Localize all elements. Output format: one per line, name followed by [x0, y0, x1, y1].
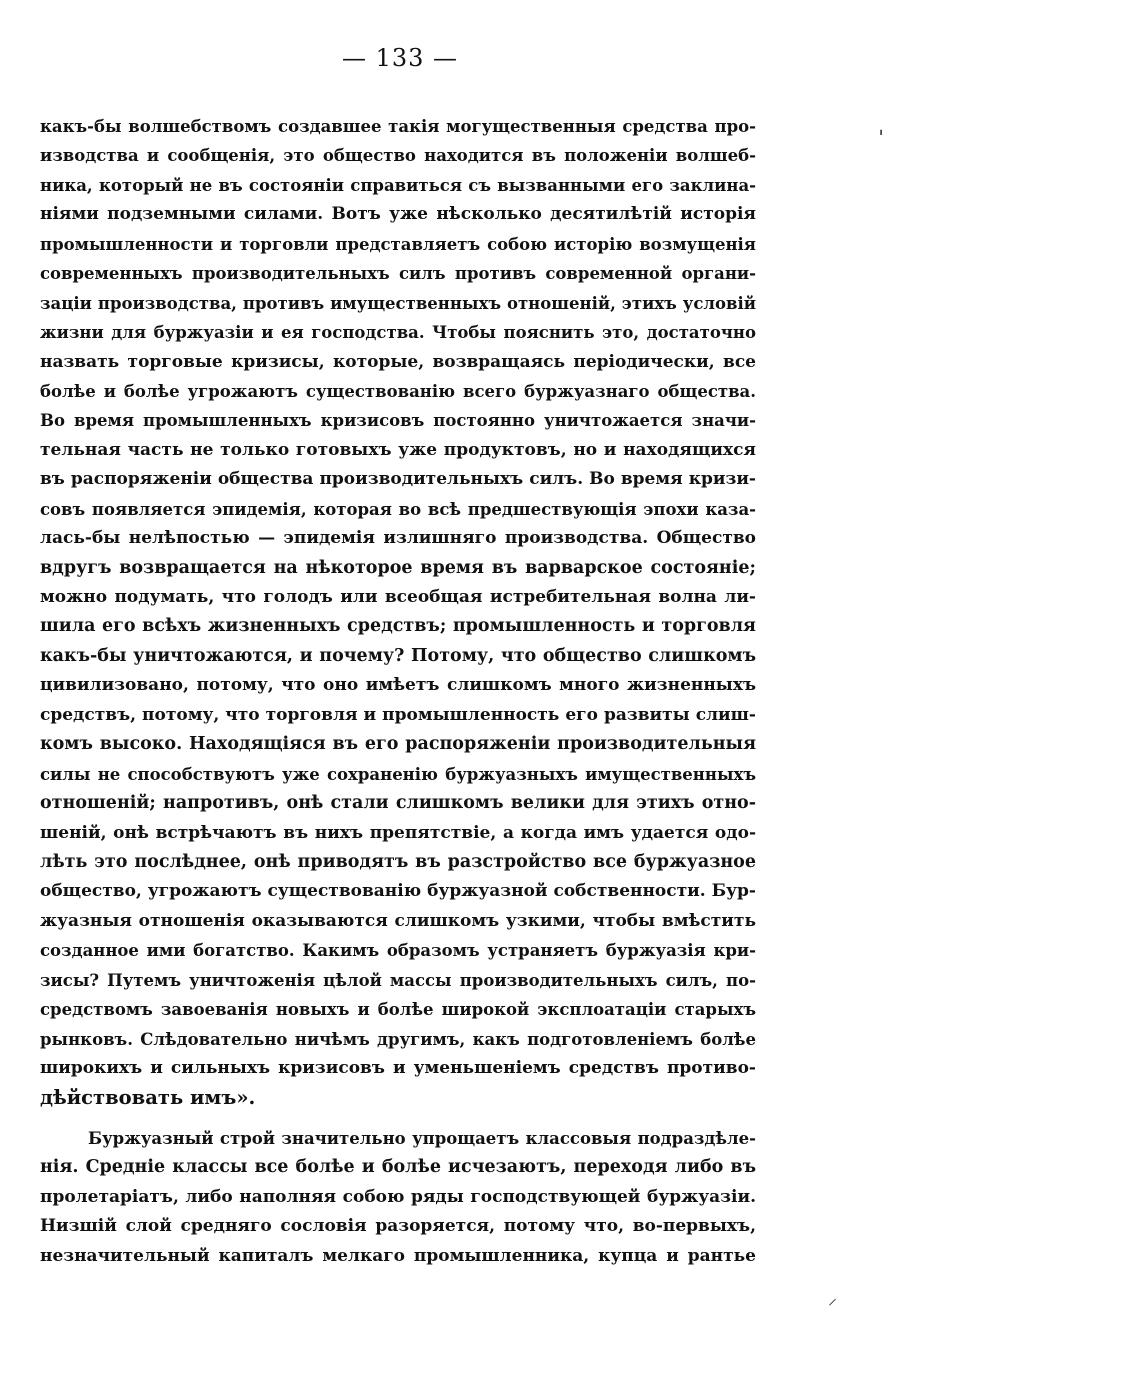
text-line: лѣть это послѣднее, онѣ приводятъ въ разстройство все буржуазное — [40, 851, 756, 872]
text-line: назвать торговые кризисы, которые, возвращаясь періодически, все — [40, 351, 756, 372]
text-line: ніями подземными силами. Вотъ уже нѣсколько десятилѣтій исторія — [40, 204, 756, 225]
text-line: цивилизовано, потому, что оно имѣетъ слишкомъ много жизненныхъ — [40, 675, 756, 696]
text-line: современныхъ производительныхъ силъ противъ современной органи- — [40, 264, 756, 284]
text-line: въ распоряженіи общества производительныхъ силъ. Во время кризи- — [40, 469, 756, 490]
text-line: шила его всѣхъ жизненныхъ средствъ; промышленность и торговля — [40, 616, 756, 637]
text-line: лась-бы нелѣпостью — эпидемія излишняго производства. Общество — [40, 528, 756, 549]
text-line: пролетаріатъ, либо наполняя собою ряды господствующей буржуазіи. — [40, 1186, 756, 1207]
text-line: какъ-бы уничтожаются, и почему? Потому, что общество слишкомъ — [40, 645, 756, 666]
text-line: рынковъ. Слѣдовательно ничѣмъ другимъ, какъ подготовленіемъ болѣе — [40, 1029, 756, 1049]
text-line: шеній, онѣ встрѣчаютъ въ нихъ препятствіе, а когда имъ удается одо- — [40, 822, 756, 843]
paragraph — [40, 1124, 756, 1271]
text-line: Низшій слой средняго сословія разоряется, потому что, во-первыхъ, — [40, 1216, 756, 1237]
text-line: вдругъ возвращается на нѣкоторое время въ варварское состояніе; — [40, 557, 756, 578]
scan-speck-mark: ˈ — [878, 128, 885, 153]
text-line: силы не способствуютъ уже сохраненію буржуазныхъ имущественныхъ — [40, 764, 756, 784]
text-line: средствъ, потому, что торговля и промышленность его развиты слиш- — [40, 704, 756, 725]
text-line: комъ высоко. Находящіяся въ его распоряженіи производительныя — [40, 734, 756, 755]
text-line: дѣйствовать имъ». — [40, 1086, 256, 1110]
text-line: незначительный капиталъ мелкаго промышленника, купца и рантье — [40, 1245, 756, 1266]
text-line: какъ-бы волшебствомъ создавшее такія могущественныя средства про- — [40, 117, 756, 136]
text-line: ника, который не въ состояніи справиться съ вызванными его заклина- — [40, 175, 756, 195]
text-line: созданное ими богатство. Какимъ образомъ устраняетъ буржуазія кри- — [40, 941, 756, 961]
text-line: промышленности и торговли представляетъ собою исторію возмущенія — [40, 234, 756, 254]
text-line: Во время промышленныхъ кризисовъ постоянно уничтожается значи- — [40, 411, 756, 431]
text-line: жизни для буржуазіи и ея господства. Чтобы пояснить это, достаточно — [40, 323, 756, 343]
text-line: отношеній; напротивъ, онѣ стали слишкомъ велики для этихъ отно- — [40, 793, 756, 814]
paragraph-continued — [40, 112, 756, 1113]
text-line: тельная часть не только готовыхъ уже продуктовъ, но и находящихся — [40, 439, 756, 460]
text-line: совъ появляется эпидемія, которая во всѣ предшествующія эпохи каза- — [40, 499, 756, 519]
text-line: изводства и сообщенія, это общество находится въ положеніи волшеб- — [40, 146, 756, 166]
text-line: можно подумать, что голодъ или всеобщая истребительная волна ли- — [40, 587, 756, 607]
page-number: — 133 — — [341, 44, 459, 72]
text-line: общество, угрожаютъ существованію буржуазной собственности. Бур- — [40, 881, 756, 902]
text-line: заціи производства, противъ имущественныхъ отношеній, этихъ условій — [40, 293, 756, 313]
text-line: болѣе и болѣе угрожаютъ существованію всего буржуазнаго общества. — [40, 381, 756, 401]
text-line: средствомъ завоеванія новыхъ и болѣе широкой эксплоатаціи старыхъ — [40, 1000, 756, 1020]
text-line: Буржуазный строй значительно упрощаетъ классовыя подраздѣле- — [88, 1129, 756, 1148]
text-line: нія. Средніе классы все болѣе и болѣе исчезаютъ, переходя либо въ — [40, 1157, 756, 1178]
text-line: жуазныя отношенія оказываются слишкомъ узкими, чтобы вмѣстить — [40, 910, 756, 931]
scan-speck-mark: ⸝ — [828, 1288, 837, 1309]
text-line: зисы? Путемъ уничтоженія цѣлой массы производительныхъ силъ, по- — [40, 970, 756, 990]
text-line: широкихъ и сильныхъ кризисовъ и уменьшеніемъ средствъ противо- — [40, 1058, 756, 1078]
